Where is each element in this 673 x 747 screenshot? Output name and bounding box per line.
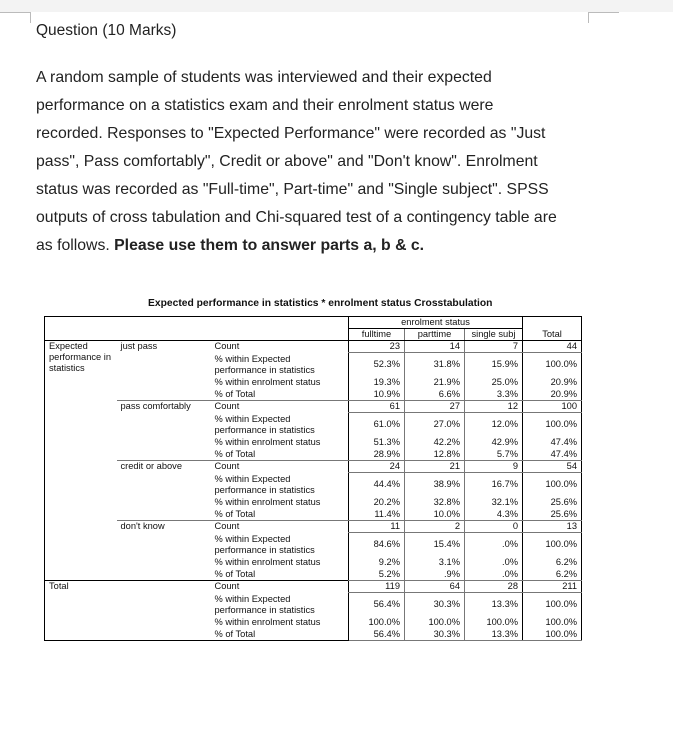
table-cell: 61 (349, 401, 405, 413)
stat-label: % within Expected performance in statistics (214, 473, 315, 495)
paragraph-last-plain: as follows. (36, 237, 115, 254)
table-cell: .9% (405, 569, 465, 581)
stat-label: % of Total (214, 508, 256, 519)
table-cell: 16.7% (465, 473, 523, 497)
row-total-cell: 25.6% (523, 497, 582, 509)
table-cell: 0 (465, 521, 523, 533)
row-total-cell: 20.9% (523, 377, 582, 389)
row-total-cell: 47.4% (523, 437, 582, 449)
table-cell: 6.6% (405, 389, 465, 401)
page-corner-mark-left (0, 12, 31, 23)
table-cell: 51.3% (349, 437, 405, 449)
table-cell: 11.4% (349, 509, 405, 521)
stat-label: % within enrolment status (214, 437, 321, 447)
total-row-label: Total (45, 581, 211, 641)
question-heading: Question (10 Marks) (36, 22, 177, 39)
row-total-cell: 100.0% (523, 593, 582, 617)
table-cell: 31.8% (405, 353, 465, 377)
table-cell: 30.3% (405, 593, 465, 617)
row-total-cell: 25.6% (523, 509, 582, 521)
total-row (45, 581, 582, 593)
table-cell: 56.4% (349, 629, 405, 641)
table-cell: 3.1% (405, 557, 465, 569)
table-cell: 24 (349, 461, 405, 473)
table-cell: 42.2% (405, 437, 465, 449)
table-cell: 23 (349, 341, 405, 353)
row-total-cell: 47.4% (523, 449, 582, 461)
table-cell: 21.9% (405, 377, 465, 389)
total-header: Total (523, 317, 582, 341)
corner-cell (45, 317, 349, 341)
table-cell: 27.0% (405, 413, 465, 437)
stat-label: % of Total (214, 448, 256, 459)
row-variable-label: Expected performance in statistics (45, 341, 117, 581)
stat-label: Count (211, 461, 349, 473)
table-cell: 5.2% (349, 569, 405, 581)
top-toolbar-strip (0, 0, 673, 12)
table-cell: .0% (465, 533, 523, 557)
crosstab-table (44, 316, 582, 641)
row-total-cell: 100.0% (523, 629, 582, 641)
row-total-cell: 6.2% (523, 569, 582, 581)
table-cell: 100.0% (405, 617, 465, 629)
table-cell: 15.9% (465, 353, 523, 377)
table-cell: 64 (405, 581, 465, 593)
stat-label: Count (211, 401, 349, 413)
paragraph-line: pass", Pass comfortably", Credit or above" and "Don't know". Enrolment (36, 153, 538, 170)
stat-label: Count (211, 581, 349, 593)
stat-label: % within enrolment status (214, 617, 321, 627)
column-header: parttime (405, 329, 465, 341)
paragraph-line: performance on a statistics exam and their enrolment status were (36, 97, 494, 114)
table-cell: 7 (465, 341, 523, 353)
stat-label: % within enrolment status (214, 497, 321, 507)
paragraph-line-last (36, 232, 596, 260)
row-group-label: just pass (117, 341, 211, 401)
stat-label: % within enrolment status (214, 557, 321, 567)
table-cell: 12.8% (405, 449, 465, 461)
table-cell: .0% (465, 569, 523, 581)
table-cell: 28.9% (349, 449, 405, 461)
paragraph-line: status was recorded as "Full-time", Part-time" and "Single subject". SPSS (36, 181, 549, 198)
table-cell: 10.0% (405, 509, 465, 521)
row-total-cell: 54 (523, 461, 582, 473)
stat-label: Count (211, 521, 349, 533)
stat-label: % within enrolment status (214, 377, 321, 387)
table-cell: 15.4% (405, 533, 465, 557)
table-row (45, 461, 582, 473)
stat-label: % within Expected performance in statistics (214, 533, 315, 555)
stat-label: % of Total (214, 568, 256, 579)
row-total-cell: 6.2% (523, 557, 582, 569)
table-cell: 10.9% (349, 389, 405, 401)
page-corner-mark-right (588, 12, 619, 23)
table-cell: 52.3% (349, 353, 405, 377)
stat-label: % within Expected performance in statistics (214, 593, 315, 615)
crosstab-title: Expected performance in statistics * enrolment status Crosstabulation (148, 298, 493, 309)
table-cell: 3.3% (465, 389, 523, 401)
row-total-cell: 20.9% (523, 389, 582, 401)
row-total-cell: 100.0% (523, 353, 582, 377)
table-cell: 42.9% (465, 437, 523, 449)
table-cell: 21 (405, 461, 465, 473)
table-cell: 44.4% (349, 473, 405, 497)
table-cell: 61.0% (349, 413, 405, 437)
row-total-cell: 211 (523, 581, 582, 593)
table-cell: 100.0% (465, 617, 523, 629)
table-cell: 119 (349, 581, 405, 593)
stat-label: % within Expected performance in statistics (214, 413, 315, 435)
table-row (45, 521, 582, 533)
row-total-cell: 13 (523, 521, 582, 533)
row-total-cell: 100.0% (523, 413, 582, 437)
table-cell: 56.4% (349, 593, 405, 617)
column-header: fulltime (349, 329, 405, 341)
table-cell: 32.8% (405, 497, 465, 509)
table-cell: 19.3% (349, 377, 405, 389)
table-cell: 30.3% (405, 629, 465, 641)
table-cell: 84.6% (349, 533, 405, 557)
table-cell: .0% (465, 557, 523, 569)
paragraph-instruction-bold: Please use them to answer parts a, b & c. (114, 237, 425, 254)
table-row (45, 401, 582, 413)
row-total-cell: 100.0% (523, 617, 582, 629)
table-cell: 20.2% (349, 497, 405, 509)
table-cell: 12.0% (465, 413, 523, 437)
paragraph-line: outputs of cross tabulation and Chi-squared test of a contingency table are (36, 209, 557, 226)
table-cell: 2 (405, 521, 465, 533)
stat-label: % within Expected performance in statistics (214, 353, 315, 375)
table-cell: 5.7% (465, 449, 523, 461)
table-cell: 14 (405, 341, 465, 353)
stat-label: % of Total (211, 629, 349, 641)
row-group-label: don't know (117, 521, 211, 581)
table-cell: 11 (349, 521, 405, 533)
stat-label: % of Total (214, 388, 256, 399)
table-cell: 4.3% (465, 509, 523, 521)
table-cell: 27 (405, 401, 465, 413)
row-total-cell: 100.0% (523, 533, 582, 557)
table-cell: 38.9% (405, 473, 465, 497)
row-group-label: pass comfortably (117, 401, 211, 461)
question-paragraph (36, 64, 596, 260)
col-group-label: enrolment status (349, 317, 523, 329)
row-total-cell: 100.0% (523, 473, 582, 497)
table-cell: 12 (465, 401, 523, 413)
table-cell: 13.3% (465, 593, 523, 617)
table-cell: 100.0% (349, 617, 405, 629)
row-group-label: credit or above (117, 461, 211, 521)
table-cell: 9.2% (349, 557, 405, 569)
table-cell: 25.0% (465, 377, 523, 389)
row-total-cell: 44 (523, 341, 582, 353)
paragraph-line: A random sample of students was interviewed and their expected (36, 69, 492, 86)
column-header: single subj (465, 329, 523, 341)
stat-label: Count (211, 341, 349, 353)
table-cell: 28 (465, 581, 523, 593)
table-cell: 13.3% (465, 629, 523, 641)
table-cell: 9 (465, 461, 523, 473)
header-row (45, 317, 582, 329)
table-row (45, 341, 582, 353)
table-cell: 32.1% (465, 497, 523, 509)
paragraph-line: recorded. Responses to "Expected Performance" were recorded as "Just (36, 125, 546, 142)
row-total-cell: 100 (523, 401, 582, 413)
